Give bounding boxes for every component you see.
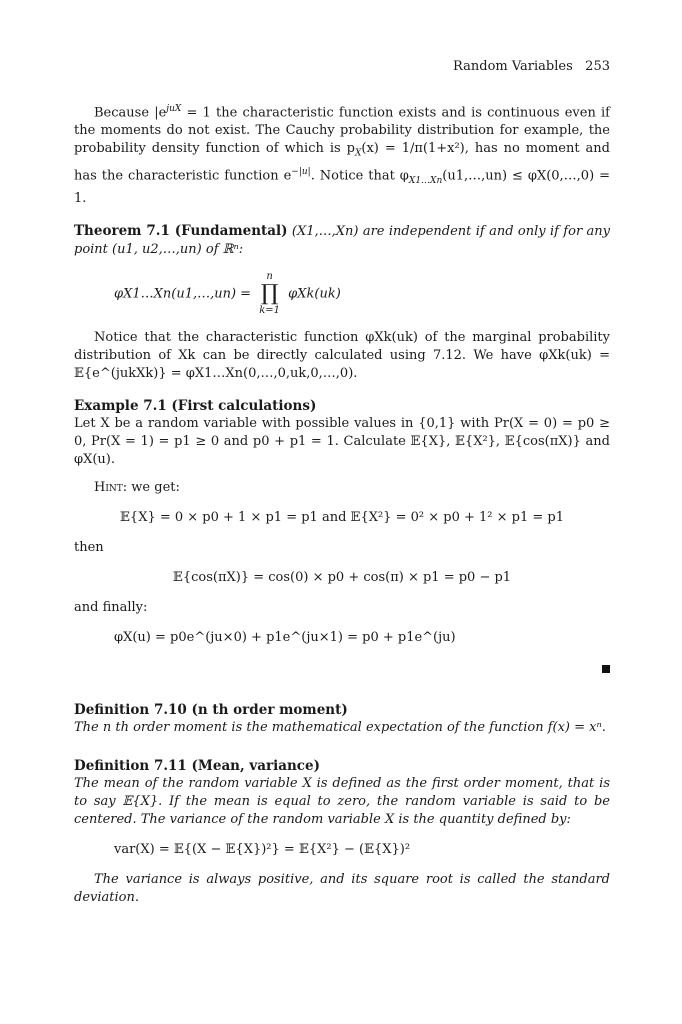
theorem-remark: Notice that the characteristic function φXk(uk) of the marginal probability distribution of Xk can be directly calculated using 7.12. We have φXk(uk) = 𝔼{e^(jukXk)} = φX1…Xn(0,…,0,uk,0,…,0). [74,329,610,381]
example-block [74,397,610,679]
running-title: Random Variables [453,59,573,74]
definition-7-11 [74,757,610,907]
example-label: Example 7.1 (First calculations) [74,397,317,414]
example-equation-2: 𝔼{cos(πX)} = cos(0) × p0 + cos(π) × p1 = p0 − p1 [172,569,512,585]
then-text: then [74,539,104,555]
page-number: 253 [585,59,610,74]
finally-text: and finally: [74,599,148,615]
running-head [74,58,610,76]
example-equation-3: φX(u) = p0e^(ju×0) + p1e^(ju×1) = p0 + p1e^(ju) [114,629,456,645]
def711-remark: The variance is always positive, and its square root is called the standard deviation. [74,871,610,905]
example-equation-1: 𝔼{X} = 0 × p0 + 1 × p1 = p1 and 𝔼{X²} = 0² × p0 + 1² × p1 = p1 [120,509,564,525]
product-operator: n ∏ k=1 [259,270,281,316]
intro-paragraph: Because $|e^{juX} = 1$ the characteristic function exists and is continuous even if the moments do not exist. The Cauchy probability distribution for example, the probability density function of which is $p_X(x) = 1/\pi(1+x^2)$, has no moment and has the characteristic function $e^{-|u|}$. Notice that $\varphi_{X1\dots Xn}(u1,\dots,un)$ ≤ φX(0,…,0) = 1. [74,104,610,206]
variance-equation: var(X) = 𝔼{(X − 𝔼{X})²} = 𝔼{X²} − (𝔼{X})² [114,841,411,857]
def711-text: The mean of the random variable X is defined as the first order moment, that is to say 𝔼{X}. If the mean is equal to zero, the random variable is said to be centered. The variance of the random variable X is the quantity defined by: [74,775,610,827]
definition-7-10 [74,701,610,737]
hint: Hint: we get: [94,479,180,495]
theorem-equation: φX1…Xn(u1,…,un) = n ∏ k=1 φXk(uk) [114,270,341,316]
theorem-label: Theorem 7.1 (Fundamental) [74,222,288,239]
theorem-block [74,222,610,383]
def710-label: Definition 7.10 (n th order moment) [74,701,348,718]
theorem-statement: (X1,…,Xn) are independent if and only if for any point (u1, u2,…,un) of ℝⁿ: [74,223,610,257]
page [74,58,610,907]
example-text: Let X be a random variable with possible values in {0,1} with Pr(X = 0) = p0 ≥ 0, Pr(X = 1) = p1 ≥ 0 and p0 + p1 = 1. Calculate 𝔼{X}, 𝔼{X²}, 𝔼{cos(πX)} and φX(u). [74,415,610,467]
def711-label: Definition 7.11 (Mean, variance) [74,757,320,774]
qed-symbol [602,665,610,673]
def710-text: The n th order moment is the mathematical expectation of the function f(x) = xⁿ. [74,719,606,735]
